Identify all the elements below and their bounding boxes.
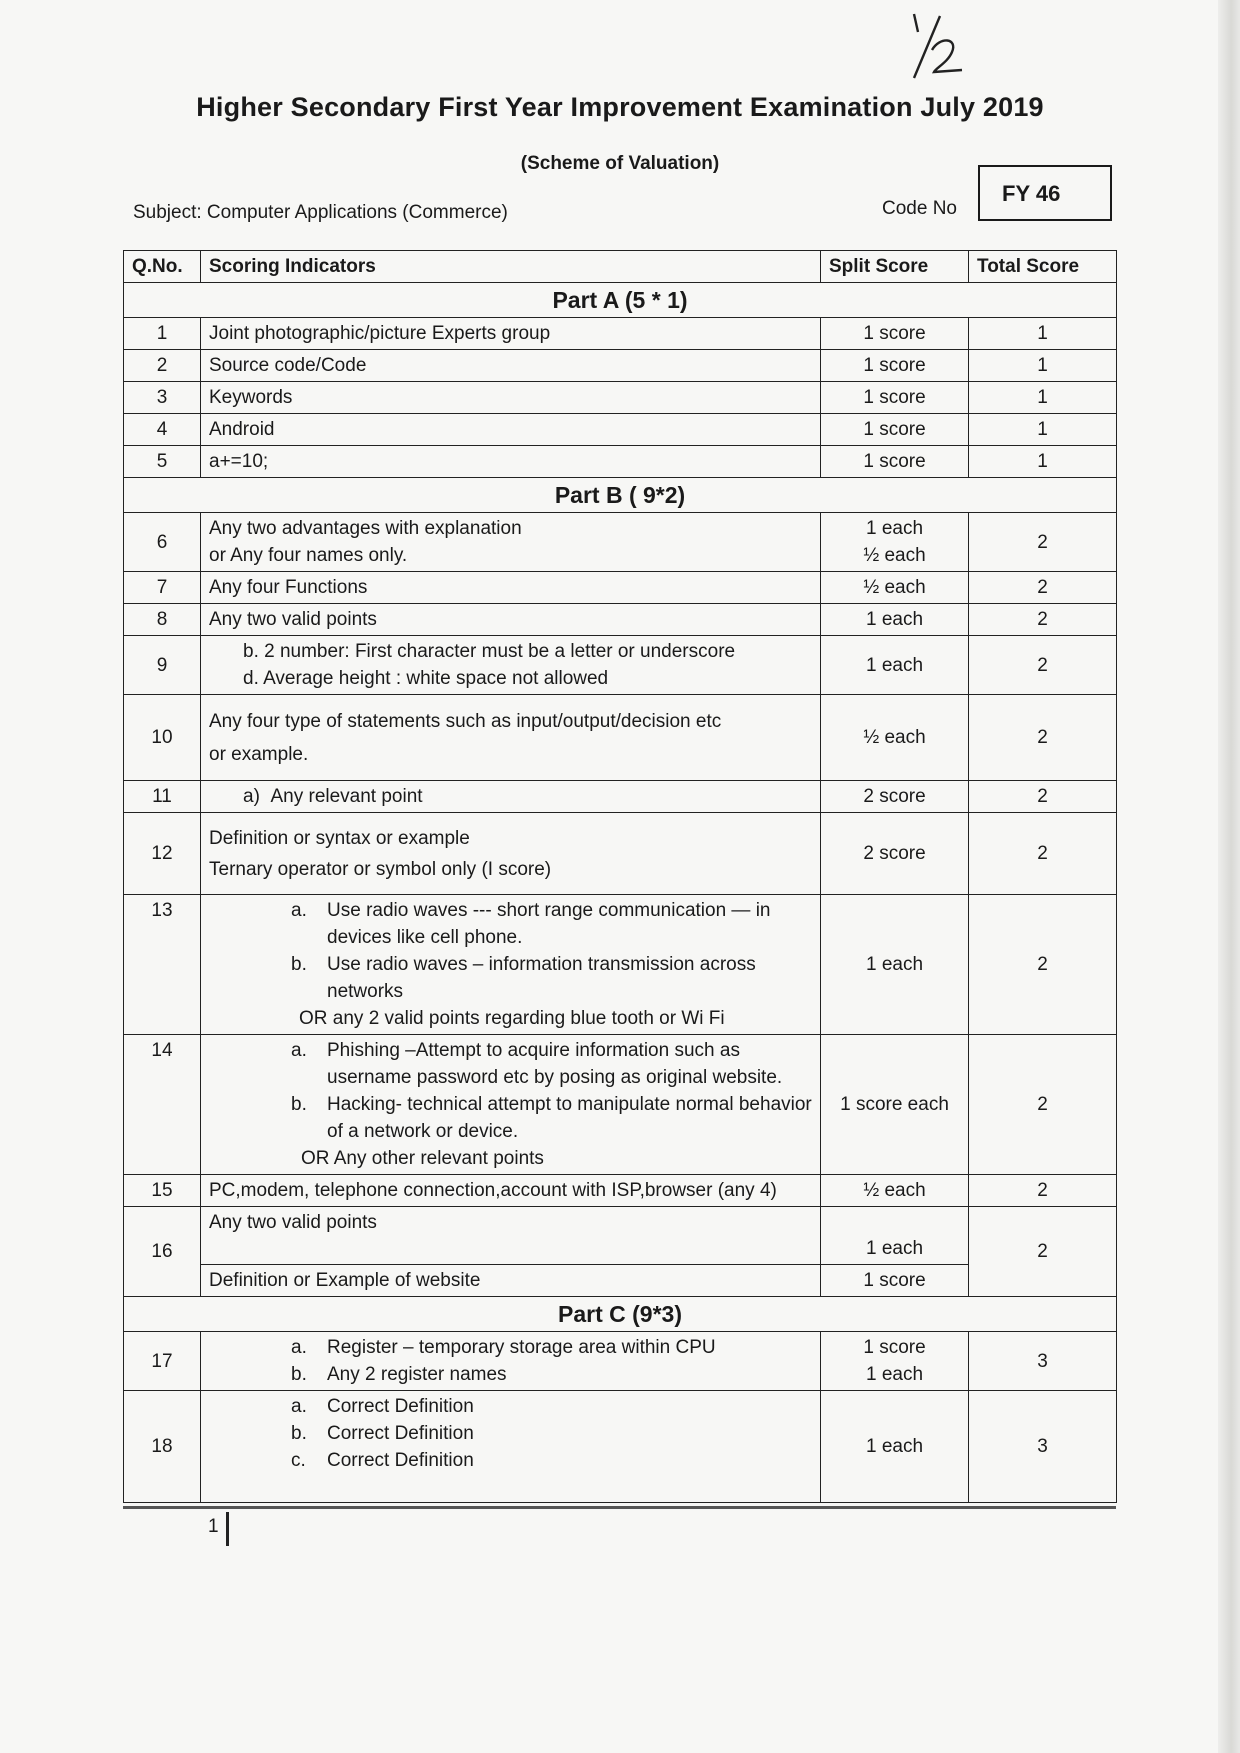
qno-cell: 8 [124,604,201,636]
footer-rule [123,1506,1116,1509]
split-cell: 1 each [821,636,969,695]
item-text: Phishing –Attempt to acquire information such as username password etc by posing as original website. [327,1040,783,1088]
table-row [124,382,1117,414]
indicator-line: or example. [209,743,309,765]
indicator-line: d. Average height : white space not allowed [243,668,609,689]
table-row [124,446,1117,478]
table-row [124,895,1117,1035]
table-row [124,604,1117,636]
part-b-row [124,478,1117,513]
table-row [124,636,1117,695]
item-marker: b. [291,1094,307,1115]
qno-cell: 12 [124,813,201,895]
table-header-row [124,251,1117,283]
qno-cell: 17 [124,1332,201,1391]
item-marker: b. [291,1423,307,1444]
qno-cell: 1 [124,318,201,350]
split-cell: 1 score each [821,1035,969,1175]
split-cell: 1 each [821,604,969,636]
item-marker: b. [291,954,307,975]
item-text: Hacking- technical attempt to manipulate normal behavior of a network or device. [327,1094,812,1142]
indicator-line: Definition or syntax or example [209,827,470,849]
indicator-line: b. 2 number: First character must be a letter or underscore [243,641,736,662]
total-cell: 1 [969,446,1117,478]
indicator-cell: PC,modem, telephone connection,account with ISP,browser (any 4) [201,1175,821,1207]
page-number-bar [226,1512,229,1546]
split-cell [821,1332,969,1391]
item-marker: a. [291,1040,307,1061]
total-cell: 2 [969,1175,1117,1207]
list-item [209,1361,812,1388]
code-label: Code No [882,198,957,219]
total-cell: 2 [969,781,1117,813]
indicator-cell: Android [201,414,821,446]
scan-edge-shadow [1218,0,1240,1753]
indicator-cell: Definition or Example of website [201,1265,821,1297]
item-text: Correct Definition [327,1396,474,1417]
split-cell: 1 score [821,414,969,446]
split-cell: 1 score [821,382,969,414]
qno-cell: 10 [124,695,201,781]
item-text: Use radio waves – information transmission across networks [327,954,756,1002]
qno-cell: 14 [124,1035,201,1175]
code-value-box: FY 46 [978,165,1112,221]
total-cell: 1 [969,382,1117,414]
indicator-cell [201,1332,821,1391]
indicator-cell: Keywords [201,382,821,414]
indicator-cell [201,781,821,813]
total-cell: 3 [969,1332,1117,1391]
item-text: Use radio waves --- short range communication — in devices like cell phone. [327,900,771,948]
list-item [209,1334,812,1361]
table-row [124,781,1117,813]
part-a-heading: Part A (5 * 1) [124,283,1117,318]
page-subtitle: (Scheme of Valuation) [520,153,720,174]
total-cell: 2 [969,636,1117,695]
list-item [209,1447,812,1474]
table-row [124,813,1117,895]
split-line: 1 each [865,1364,924,1385]
list-item [209,1037,812,1091]
list-item [209,1420,812,1447]
indicator-cell [201,513,821,572]
alternate-note: OR Any other relevant points [301,1148,544,1169]
split-cell: 1 each [821,1207,969,1265]
total-cell: 2 [969,604,1117,636]
table-row [124,1332,1117,1391]
indicator-cell [201,1035,821,1175]
item-marker: c. [291,1450,306,1471]
qno-cell: 16 [124,1207,201,1297]
total-cell: 1 [969,318,1117,350]
split-cell: 1 each [821,895,969,1035]
indicator-cell [201,1391,821,1503]
indicator-cell: Any four Functions [201,572,821,604]
qno-cell: 2 [124,350,201,382]
split-cell: 1 score [821,350,969,382]
indicator-line: Any four type of statements such as input/output/decision etc [209,710,722,732]
total-cell: 2 [969,695,1117,781]
total-cell: 2 [969,813,1117,895]
qno-cell: 15 [124,1175,201,1207]
total-cell: 1 [969,414,1117,446]
indicator-cell [201,695,821,781]
indicator-cell: Any two valid points [201,1207,821,1265]
table-row [124,318,1117,350]
part-c-row [124,1297,1117,1332]
total-cell: 3 [969,1391,1117,1503]
split-cell: ½ each [821,1175,969,1207]
header-indicators: Scoring Indicators [201,251,821,283]
split-cell: 1 score [821,318,969,350]
list-item [209,897,812,951]
table-row [124,1175,1117,1207]
split-cell: 1 each [821,1391,969,1503]
qno-cell: 13 [124,895,201,1035]
list-item [209,1091,812,1145]
item-text: Register – temporary storage area within CPU [327,1337,716,1358]
handwritten-fraction-icon [900,6,990,86]
split-cell: 1 score [821,1265,969,1297]
indicator-line: Any two advantages with explanation [209,518,522,539]
table-row [124,513,1117,572]
list-item [209,1393,812,1420]
split-cell: 2 score [821,813,969,895]
table-row [124,1035,1117,1175]
subject-label: Subject: Computer Applications (Commerce) [133,202,508,223]
indicator-cell: a+=10; [201,446,821,478]
indicator-cell [201,895,821,1035]
total-cell: 2 [969,895,1117,1035]
split-cell: 1 score [821,446,969,478]
table-row [124,1265,1117,1297]
total-cell: 2 [969,1035,1117,1175]
alternate-note: OR any 2 valid points regarding blue tooth or Wi Fi [299,1008,725,1029]
total-cell: 1 [969,350,1117,382]
item-marker: a. [291,900,307,921]
qno-cell: 11 [124,781,201,813]
list-item [209,951,812,1005]
indicator-cell: Any two valid points [201,604,821,636]
item-text: Any relevant point [270,786,423,807]
total-cell: 2 [969,513,1117,572]
page-title: Higher Secondary First Year Improvement Examination July 2019 [196,92,1044,122]
item-text: Correct Definition [327,1450,474,1471]
page-number: 1 [208,1516,219,1537]
item-text: Any 2 register names [327,1364,507,1385]
part-c-heading: Part C (9*3) [124,1297,1117,1332]
qno-cell: 6 [124,513,201,572]
part-b-heading: Part B ( 9*2) [124,478,1117,513]
item-marker: a. [291,1396,307,1417]
split-cell: ½ each [821,695,969,781]
split-line: ½ each [863,545,926,566]
table-row [124,414,1117,446]
split-line: 1 score [863,1337,926,1358]
qno-cell: 9 [124,636,201,695]
header-qno: Q.No. [124,251,201,283]
qno-cell: 7 [124,572,201,604]
qno-cell: 18 [124,1391,201,1503]
qno-cell: 4 [124,414,201,446]
valuation-table [123,250,1117,1503]
split-cell [821,513,969,572]
split-cell: 2 score [821,781,969,813]
total-cell: 2 [969,1207,1117,1297]
table-row [124,695,1117,781]
part-a-row [124,283,1117,318]
qno-cell: 5 [124,446,201,478]
item-marker: a) [243,786,260,807]
total-cell: 2 [969,572,1117,604]
table-row [124,572,1117,604]
header-total-score: Total Score [969,251,1117,283]
indicator-cell [201,813,821,895]
indicator-cell: Source code/Code [201,350,821,382]
item-marker: b. [291,1364,307,1385]
indicator-cell [201,636,821,695]
handwritten-page-mark [900,6,990,86]
table-row [124,1391,1117,1503]
qno-cell: 3 [124,382,201,414]
table-row [124,1207,1117,1265]
item-marker: a. [291,1337,307,1358]
indicator-line: Ternary operator or symbol only (I score) [209,858,552,880]
indicator-line: or Any four names only. [209,545,408,566]
table-row [124,350,1117,382]
indicator-cell: Joint photographic/picture Experts group [201,318,821,350]
split-line: 1 each [865,518,924,539]
header-split-score: Split Score [821,251,969,283]
item-text: Correct Definition [327,1423,474,1444]
split-cell: ½ each [821,572,969,604]
